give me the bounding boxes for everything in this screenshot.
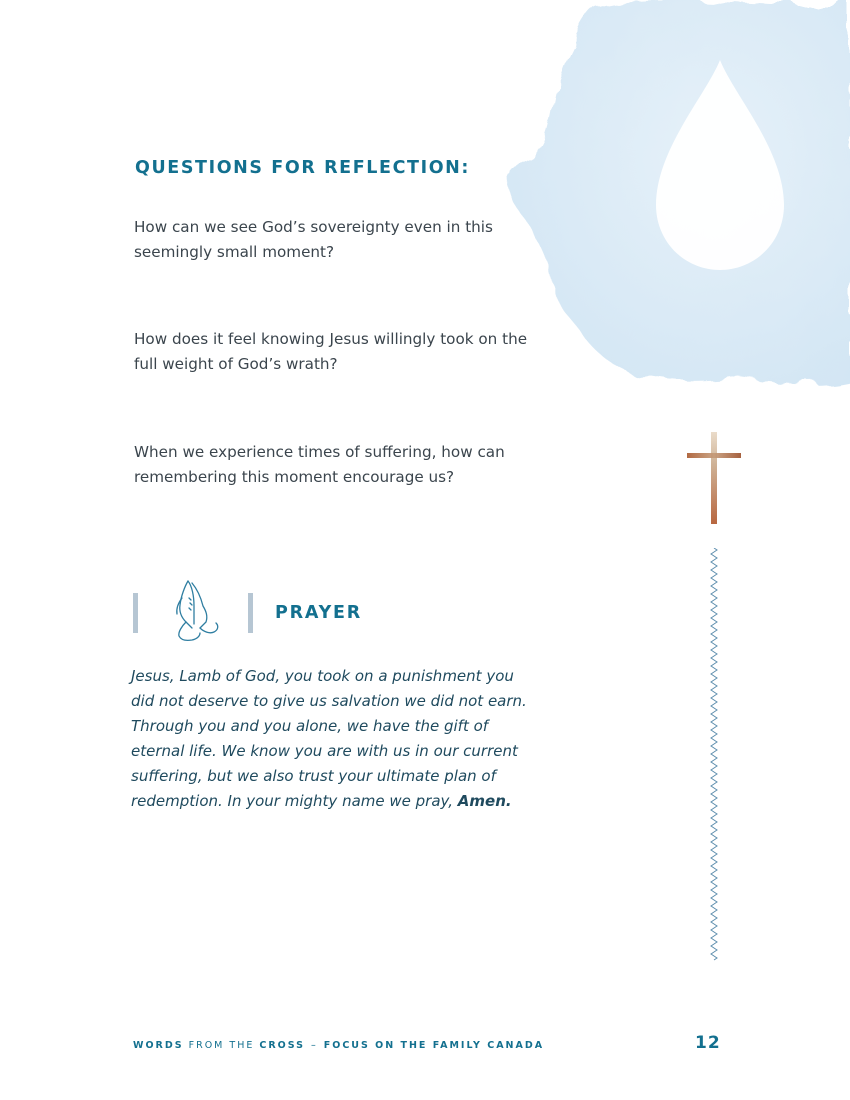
prayer-text — [131, 664, 531, 814]
prayer-bar-left — [133, 593, 138, 633]
footer-words: WORDS — [133, 1040, 184, 1051]
reflection-question-2: How does it feel knowing Jesus willingly took on the full weight of God’s wrath? — [134, 330, 528, 373]
footer-from-the: FROM THE — [188, 1040, 255, 1051]
prayer-closing: Amen. — [457, 792, 512, 810]
prayer-bar-right — [248, 593, 253, 633]
decorative-zigzag-line — [708, 548, 720, 963]
page-number: 12 — [695, 1033, 721, 1053]
prayer-body: Jesus, Lamb of God, you took on a punishment you did not deserve to give us salvation we did not earn. Through you and you alone, we have the gift of eternal life. We know you are with us in our current suffering, but we also trust your ultimate plan of redemption. In your mighty name we pray, — [131, 667, 527, 810]
footer-cross: CROSS — [259, 1040, 306, 1051]
prayer-title: PRAYER — [275, 603, 363, 623]
reflection-heading: QUESTIONS FOR REFLECTION: — [135, 158, 471, 178]
footer-org: FOCUS ON THE FAMILY CANADA — [323, 1040, 545, 1051]
praying-hands-icon — [170, 578, 222, 642]
cross-icon — [686, 432, 742, 527]
footer-title — [133, 1040, 544, 1051]
reflection-question-3: When we experience times of suffering, how can remembering this moment encourage us? — [134, 443, 505, 486]
reflection-question-1: How can we see God’s sovereignty even in this seemingly small moment? — [134, 218, 493, 261]
footer-separator: – — [311, 1040, 318, 1051]
